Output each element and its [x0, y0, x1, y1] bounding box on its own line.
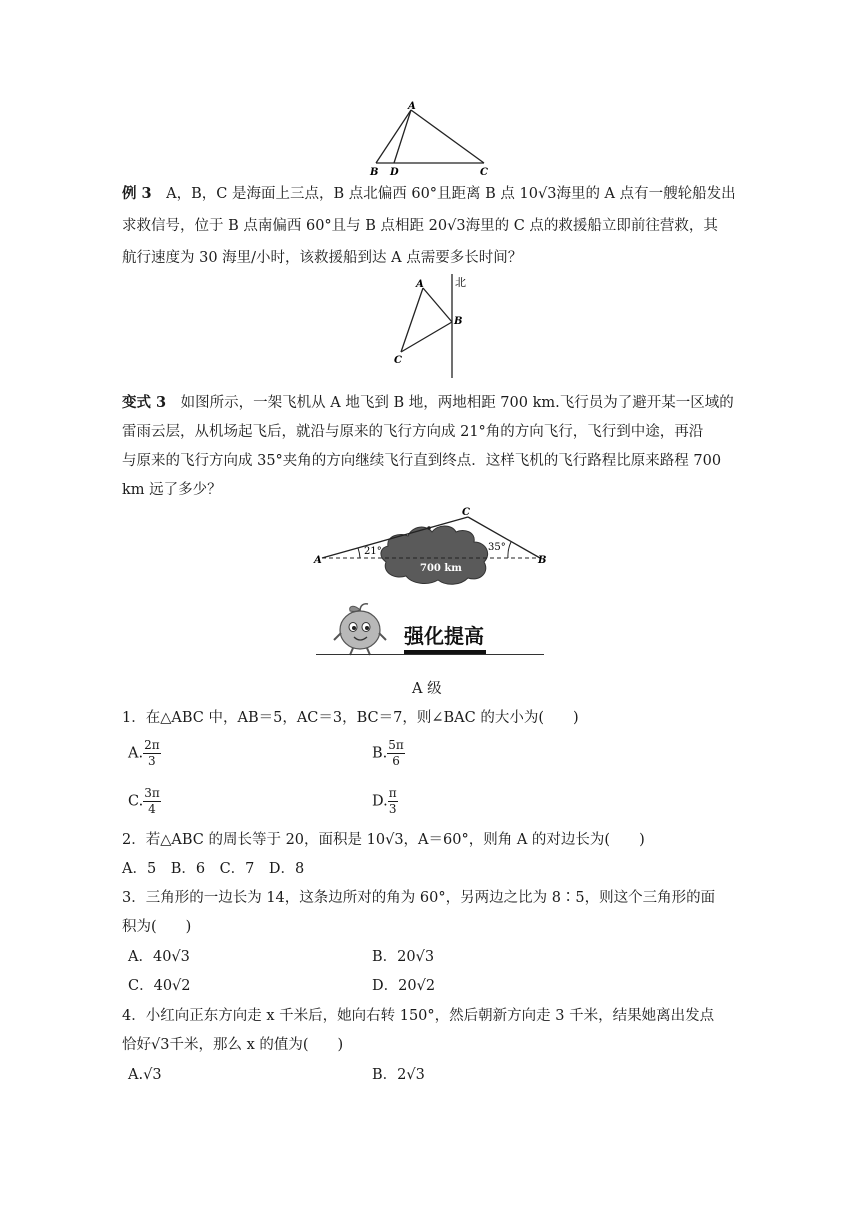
fig3-angle-b: 35° — [488, 542, 506, 553]
example3-line3: 航行速度为 30 海里/小时，该救援船到达 A 点需要多长时间？ — [122, 250, 523, 266]
fig1-label-b: B — [370, 167, 379, 178]
q3-option-a: A．40√3 — [128, 949, 190, 965]
variant3-line2: 雷雨云层，从机场起飞后，就沿与原来的飞行方向成 21°角的方向飞行，飞行到中途，再沿 — [122, 424, 704, 440]
fig1-label-d: D — [390, 167, 399, 178]
q1-option-d: D. $\frac{\pi}{3}$ — [372, 786, 397, 816]
banner-title: 强化提高 — [404, 624, 484, 648]
variant3-line1: 变式 3 如图所示，一架飞机从 A 地飞到 B 地，两地相距 700 km.飞行员为了避开某一区域的 — [122, 394, 734, 411]
fig3-angle-a: 21° — [364, 546, 382, 557]
example3-line1: 例 3 A，B，C 是海面上三点，B 点北偏西 60°且距离 B 点 10√3海里的 A 点有一艘轮船发出 — [122, 185, 736, 202]
q3-line2: 积为( ) — [122, 919, 192, 935]
q4-line2: 恰好√3千米，那么 x 的值为( ) — [122, 1037, 344, 1053]
example3-line2: 求救信号，位于 B 点南偏西 60°且与 B 点相距 20√3海里的 C 点的救援船立即前往营救，其 — [122, 218, 718, 234]
q3-option-b: B．20√3 — [372, 949, 435, 965]
fig1-label-a: A — [408, 101, 416, 112]
fig3-label-b: B — [538, 555, 547, 566]
q1-stem: 1．在△ABC 中，AB＝5，AC＝3，BC＝7，则∠BAC 的大小为( ) — [122, 710, 579, 726]
variant3-line3: 与原来的飞行方向成 35°夹角的方向继续飞行直到终点．这样飞机的飞行路程比原来路程 700 — [122, 453, 722, 469]
storm-cloud — [381, 526, 488, 584]
example3-tag: 例 3 — [122, 185, 152, 202]
q2-options: A．5 B．6 C．7 D．8 — [122, 861, 305, 877]
variant3-tag: 变式 3 — [122, 394, 167, 411]
fig2-label-a: A — [416, 279, 424, 290]
q4-line1: 4．小红向正东方向走 x 千米后，她向右转 150°，然后朝新方向走 3 千米，结果她离出发点 — [122, 1008, 715, 1024]
q1-option-c: C. $\frac{3\pi}{4}$ — [128, 786, 160, 816]
q4-option-b: B．2√3 — [372, 1067, 425, 1083]
q1-option-a: A. $\frac{2\pi}{3}$ — [128, 738, 160, 768]
flight-route-figure — [308, 502, 558, 592]
q3-line1: 3．三角形的一边长为 14，这条边所对的角为 60°，另两边之比为 8∶5，则这个三角形的面 — [122, 890, 716, 906]
triangle-abd-figure — [360, 100, 500, 180]
q1-option-b: B. $\frac{5\pi}{6}$ — [372, 738, 404, 768]
q3-option-c: C．40√2 — [128, 978, 191, 994]
mascot-icon — [330, 600, 390, 658]
fig3-label-a: A — [314, 555, 322, 566]
fig1-label-c: C — [480, 167, 488, 178]
bearing-figure — [385, 272, 475, 382]
q4-option-a: A.√3 — [128, 1067, 162, 1083]
variant3-line4: km 远了多少？ — [122, 482, 222, 498]
fig2-label-b: B — [454, 316, 463, 327]
level-heading: A 级 — [412, 681, 442, 697]
q3-option-d: D．20√2 — [372, 978, 436, 994]
fig3-label-c: C — [462, 507, 470, 518]
fig3-distance: 700 km — [420, 563, 462, 574]
q2-stem: 2．若△ABC 的周长等于 20，面积是 10√3，A＝60°，则角 A 的对边长为( ) — [122, 832, 645, 848]
banner-divider — [316, 654, 544, 655]
fig2-north-label: 北 — [455, 276, 466, 289]
fig2-label-c: C — [394, 355, 402, 366]
